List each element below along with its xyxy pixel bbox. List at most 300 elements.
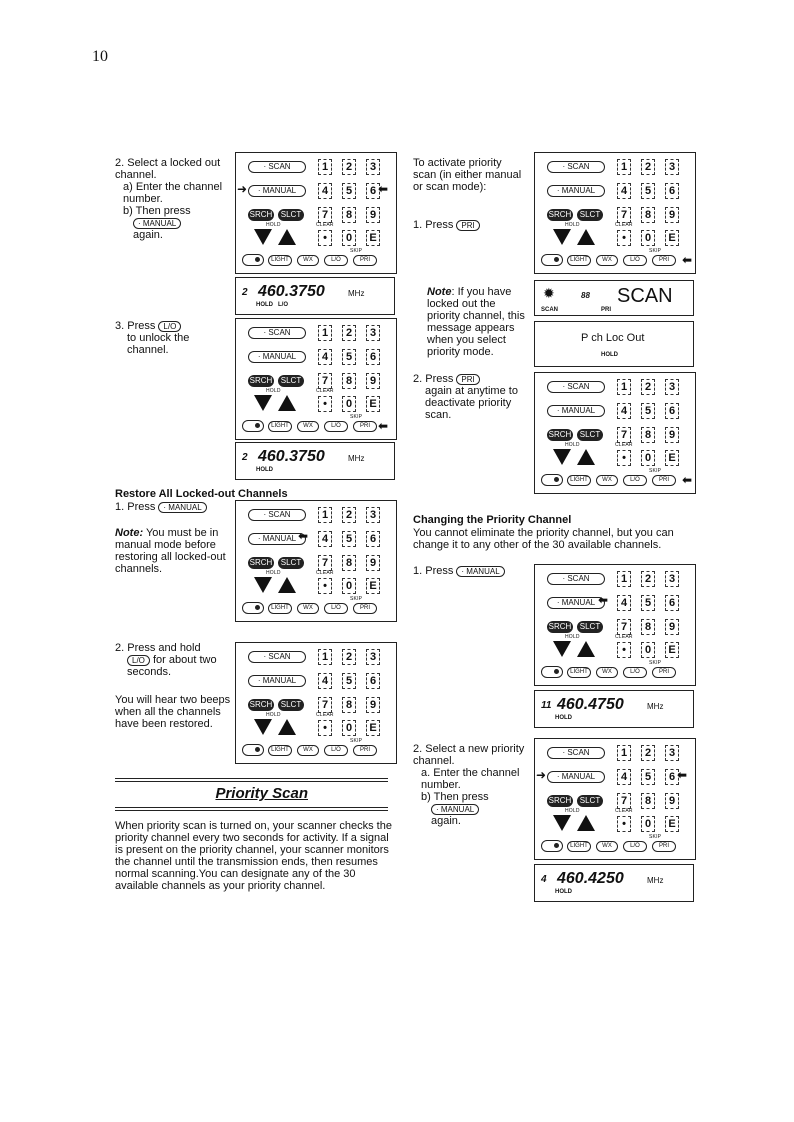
key-3[interactable]: 3 bbox=[366, 649, 380, 665]
key-4[interactable]: 4 bbox=[617, 769, 631, 785]
key-5[interactable]: 5 bbox=[342, 673, 356, 689]
display-2-freq: 460.3750 bbox=[258, 448, 325, 465]
lo-key[interactable]: L/O bbox=[623, 841, 647, 852]
step3-instructions bbox=[115, 320, 233, 356]
key-1[interactable]: 1 bbox=[617, 379, 631, 395]
arrow-pri-icon: ⬅ bbox=[682, 253, 693, 267]
skip-label: SKIP bbox=[649, 660, 662, 666]
pri-key[interactable]: PRI bbox=[353, 255, 377, 266]
down-arrow-icon[interactable] bbox=[254, 395, 272, 411]
light-key[interactable]: LIGHT bbox=[268, 255, 292, 266]
lock-key-icon[interactable] bbox=[541, 474, 563, 486]
display-3-unit: MHz bbox=[647, 702, 664, 711]
manual-key[interactable]: · MANUAL bbox=[547, 185, 605, 197]
step2-b-tail: again. bbox=[133, 229, 163, 241]
pri-button-inline-2: PRI bbox=[456, 374, 479, 385]
activate-text: To activate priority scan (in either manual or scan mode): bbox=[413, 157, 522, 193]
key-dot[interactable]: • bbox=[617, 450, 631, 466]
changing-text: You cannot eliminate the priority channel, but you can change it to any other of the 30 available channels. bbox=[413, 527, 674, 551]
key-e[interactable]: E bbox=[665, 450, 679, 466]
key-4[interactable]: 4 bbox=[617, 595, 631, 611]
key-0[interactable]: 0 bbox=[342, 720, 356, 736]
light-key[interactable]: LIGHT bbox=[567, 255, 591, 266]
manual-key[interactable]: · MANUAL bbox=[248, 533, 306, 545]
light-key[interactable]: LIGHT bbox=[567, 667, 591, 678]
key-3[interactable]: 3 bbox=[665, 379, 679, 395]
key-1[interactable]: 1 bbox=[318, 159, 332, 175]
key-0[interactable]: 0 bbox=[342, 578, 356, 594]
key-3[interactable]: 3 bbox=[665, 571, 679, 587]
display-2-unit: MHz bbox=[348, 454, 365, 463]
key-e[interactable]: E bbox=[366, 396, 380, 412]
manual-key[interactable]: · MANUAL bbox=[248, 675, 306, 687]
skip-label: SKIP bbox=[649, 834, 662, 840]
key-e[interactable]: E bbox=[366, 230, 380, 246]
wx-key[interactable]: WX bbox=[596, 841, 618, 852]
slct-key[interactable]: SLCT bbox=[278, 557, 304, 569]
down-arrow-icon[interactable] bbox=[553, 815, 571, 831]
priority-note bbox=[427, 286, 531, 358]
key-dot[interactable]: • bbox=[318, 720, 332, 736]
key-0[interactable]: 0 bbox=[342, 396, 356, 412]
slct-key[interactable]: SLCT bbox=[278, 209, 304, 221]
key-6[interactable]: 6 bbox=[665, 595, 679, 611]
srch-key[interactable]: SRCH bbox=[249, 210, 273, 219]
key-5[interactable]: 5 bbox=[342, 531, 356, 547]
key-7[interactable]: 7 bbox=[318, 697, 332, 713]
keypad-panel-4 bbox=[235, 642, 397, 764]
key-8[interactable]: 8 bbox=[342, 697, 356, 713]
key-0[interactable]: 0 bbox=[342, 230, 356, 246]
right-step2-line2: again at anytime to deactivate priority scan. bbox=[425, 385, 518, 421]
display-4-unit: MHz bbox=[647, 876, 664, 885]
pri-key[interactable]: PRI bbox=[652, 841, 676, 852]
key-2[interactable]: 2 bbox=[342, 649, 356, 665]
key-e[interactable]: E bbox=[366, 578, 380, 594]
up-arrow-icon[interactable] bbox=[577, 815, 595, 831]
key-e[interactable]: E bbox=[366, 720, 380, 736]
clear-label: CLEAR bbox=[615, 808, 633, 814]
hold-label: HOLD bbox=[565, 222, 580, 228]
pri-button-inline: PRI bbox=[456, 220, 479, 231]
wx-key[interactable]: WX bbox=[596, 475, 618, 486]
changing-step1 bbox=[413, 565, 538, 577]
manual-key[interactable]: · MANUAL bbox=[248, 351, 306, 363]
key-5[interactable]: 5 bbox=[641, 183, 655, 199]
key-9[interactable]: 9 bbox=[366, 555, 380, 571]
wx-key[interactable]: WX bbox=[297, 603, 319, 614]
activate-step1-text: 1. Press bbox=[413, 219, 454, 231]
clear-label: CLEAR bbox=[316, 570, 334, 576]
clear-label: CLEAR bbox=[316, 388, 334, 394]
display-4 bbox=[534, 864, 694, 902]
down-arrow-icon[interactable] bbox=[254, 577, 272, 593]
key-1[interactable]: 1 bbox=[318, 649, 332, 665]
scan-key[interactable]: · SCAN bbox=[547, 573, 605, 585]
restore-note-label: Note: bbox=[115, 527, 144, 539]
lo-key[interactable]: L/O bbox=[324, 603, 348, 614]
restore-step2-tail: for about two seconds. bbox=[127, 654, 217, 678]
key-e[interactable]: E bbox=[665, 642, 679, 658]
key-2[interactable]: 2 bbox=[641, 159, 655, 175]
display-3-channel: 11 bbox=[541, 700, 552, 711]
hold-label: HOLD bbox=[266, 388, 281, 394]
restore-step2-text: 2. Press and hold bbox=[115, 642, 201, 654]
restore-step2 bbox=[115, 642, 233, 678]
priority-body: When priority scan is turned on, your scanner checks the priority channel every two seconds for activity. If a signal is present on the priority channel, your scanner monitors the channel until the transmission ends, then resumes normal scanning.You can designate any of the 30 available channels as your priority channel. bbox=[115, 820, 392, 892]
key-8[interactable]: 8 bbox=[342, 555, 356, 571]
key-0[interactable]: 0 bbox=[641, 450, 655, 466]
manual-key[interactable]: · MANUAL bbox=[248, 185, 306, 197]
key-4[interactable]: 4 bbox=[318, 349, 332, 365]
lock-key-icon[interactable] bbox=[242, 602, 264, 614]
up-arrow-icon[interactable] bbox=[577, 641, 595, 657]
clear-label: CLEAR bbox=[615, 442, 633, 448]
key-9[interactable]: 9 bbox=[366, 697, 380, 713]
scan-key[interactable]: · SCAN bbox=[248, 651, 306, 663]
scan-key[interactable]: · SCAN bbox=[547, 747, 605, 759]
up-arrow-icon[interactable] bbox=[278, 577, 296, 593]
keypad-panel-8 bbox=[534, 738, 696, 860]
keypad-panel-3 bbox=[235, 500, 397, 622]
lo-key[interactable]: L/O bbox=[324, 421, 348, 432]
display-2-label: HOLD bbox=[256, 467, 273, 473]
changing-step2-b: b) Then press bbox=[421, 791, 489, 803]
key-6[interactable]: 6 bbox=[665, 403, 679, 419]
right-step2 bbox=[413, 373, 531, 421]
arrow-key6-2-icon: ⬅ bbox=[677, 768, 688, 782]
display-locout-label: HOLD bbox=[601, 352, 618, 358]
scan-key[interactable]: · SCAN bbox=[547, 381, 605, 393]
lock-key-icon[interactable] bbox=[242, 744, 264, 756]
key-e[interactable]: E bbox=[665, 816, 679, 832]
skip-label: SKIP bbox=[350, 738, 363, 744]
arrow-manual-icon: ➜ bbox=[237, 182, 248, 196]
key-9[interactable]: 9 bbox=[665, 619, 679, 635]
hold-label: HOLD bbox=[266, 222, 281, 228]
key-4[interactable]: 4 bbox=[318, 183, 332, 199]
priority-note-label: Note bbox=[427, 286, 452, 298]
key-0[interactable]: 0 bbox=[641, 816, 655, 832]
pri-key[interactable]: PRI bbox=[652, 667, 676, 678]
scan-key[interactable]: · SCAN bbox=[248, 161, 306, 173]
pri-key[interactable]: PRI bbox=[353, 421, 377, 432]
lock-key-icon[interactable] bbox=[242, 420, 264, 432]
key-dot[interactable]: • bbox=[318, 230, 332, 246]
key-6[interactable]: 6 bbox=[665, 183, 679, 199]
rule-bottom-1 bbox=[115, 807, 388, 808]
key-8[interactable]: 8 bbox=[342, 373, 356, 389]
clear-label: CLEAR bbox=[615, 222, 633, 228]
manual-key[interactable]: · MANUAL bbox=[547, 597, 605, 609]
lo-button-inline: L/O bbox=[158, 321, 181, 332]
arrow-manual-2-icon: ⬅ bbox=[298, 529, 309, 543]
key-3[interactable]: 3 bbox=[366, 507, 380, 523]
key-2[interactable]: 2 bbox=[641, 571, 655, 587]
down-arrow-icon[interactable] bbox=[553, 229, 571, 245]
up-arrow-icon[interactable] bbox=[278, 719, 296, 735]
key-1[interactable]: 1 bbox=[318, 325, 332, 341]
key-1[interactable]: 1 bbox=[617, 745, 631, 761]
key-5[interactable]: 5 bbox=[641, 595, 655, 611]
up-arrow-icon[interactable] bbox=[278, 395, 296, 411]
key-4[interactable]: 4 bbox=[617, 183, 631, 199]
key-6[interactable]: 6 bbox=[366, 531, 380, 547]
key-1[interactable]: 1 bbox=[318, 507, 332, 523]
skip-label: SKIP bbox=[649, 248, 662, 254]
changing-step2-title: 2. Select a new priority channel. bbox=[413, 743, 525, 767]
page-number: 10 bbox=[92, 48, 108, 65]
key-0[interactable]: 0 bbox=[641, 642, 655, 658]
key-2[interactable]: 2 bbox=[342, 159, 356, 175]
slct-key[interactable]: SLCT bbox=[577, 209, 603, 221]
display-2 bbox=[235, 442, 395, 480]
lo-key[interactable]: L/O bbox=[623, 667, 647, 678]
restore-step1 bbox=[115, 501, 233, 513]
srch-key[interactable]: SRCH bbox=[548, 796, 572, 805]
display-1 bbox=[235, 277, 395, 315]
key-3[interactable]: 3 bbox=[366, 325, 380, 341]
restore-beeps: You will hear two beeps when all the channels have been restored. bbox=[115, 694, 231, 730]
slct-key[interactable]: SLCT bbox=[577, 429, 603, 441]
display-scan-channel: 88 bbox=[581, 291, 590, 300]
srch-key[interactable]: SRCH bbox=[548, 622, 572, 631]
key-2[interactable]: 2 bbox=[342, 507, 356, 523]
key-6[interactable]: 6 bbox=[366, 183, 380, 199]
key-9[interactable]: 9 bbox=[665, 207, 679, 223]
lock-key-icon[interactable] bbox=[541, 254, 563, 266]
key-8[interactable]: 8 bbox=[641, 619, 655, 635]
up-arrow-icon[interactable] bbox=[577, 229, 595, 245]
wx-key[interactable]: WX bbox=[297, 421, 319, 432]
key-7[interactable]: 7 bbox=[318, 555, 332, 571]
hold-label: HOLD bbox=[266, 712, 281, 718]
display-1-unit: MHz bbox=[348, 289, 365, 298]
key-9[interactable]: 9 bbox=[366, 207, 380, 223]
light-key[interactable]: LIGHT bbox=[268, 421, 292, 432]
skip-label: SKIP bbox=[350, 414, 363, 420]
down-arrow-icon[interactable] bbox=[254, 229, 272, 245]
hold-label: HOLD bbox=[565, 808, 580, 814]
lock-key-icon[interactable] bbox=[242, 254, 264, 266]
key-8[interactable]: 8 bbox=[641, 793, 655, 809]
key-dot[interactable]: • bbox=[617, 230, 631, 246]
changing-step1-text: 1. Press bbox=[413, 565, 454, 577]
manual-key[interactable]: · MANUAL bbox=[547, 771, 605, 783]
lo-key[interactable]: L/O bbox=[324, 255, 348, 266]
lock-key-icon[interactable] bbox=[541, 840, 563, 852]
manual-button-inline: · MANUAL bbox=[133, 218, 181, 229]
keypad-panel-5 bbox=[534, 152, 696, 274]
down-arrow-icon[interactable] bbox=[553, 449, 571, 465]
key-dot[interactable]: • bbox=[318, 578, 332, 594]
lo-key[interactable]: L/O bbox=[623, 255, 647, 266]
display-1-label: HOLD L/O bbox=[256, 302, 288, 308]
activate-step1 bbox=[413, 219, 525, 231]
key-5[interactable]: 5 bbox=[342, 349, 356, 365]
rule-top-2 bbox=[115, 781, 388, 782]
light-key[interactable]: LIGHT bbox=[268, 745, 292, 756]
pri-key[interactable]: PRI bbox=[353, 745, 377, 756]
wx-key[interactable]: WX bbox=[596, 667, 618, 678]
wx-key[interactable]: WX bbox=[596, 255, 618, 266]
key-1[interactable]: 1 bbox=[617, 159, 631, 175]
lock-key-icon[interactable] bbox=[541, 666, 563, 678]
display-3-freq: 460.4750 bbox=[557, 696, 624, 713]
display-1-freq: 460.3750 bbox=[258, 283, 325, 300]
keypad-panel-2 bbox=[235, 318, 397, 440]
srch-key[interactable]: SRCH bbox=[548, 430, 572, 439]
light-key[interactable]: LIGHT bbox=[567, 475, 591, 486]
display-scan-lbl2: PRI bbox=[601, 307, 612, 313]
down-arrow-icon[interactable] bbox=[553, 641, 571, 657]
srch-key[interactable]: SRCH bbox=[249, 376, 273, 385]
manual-button-inline-4: · MANUAL bbox=[431, 804, 479, 815]
rule-top-1 bbox=[115, 778, 388, 779]
key-2[interactable]: 2 bbox=[641, 379, 655, 395]
hold-label: HOLD bbox=[565, 442, 580, 448]
hold-label: HOLD bbox=[565, 634, 580, 640]
lo-key[interactable]: L/O bbox=[623, 475, 647, 486]
display-scan-lbl1: SCAN bbox=[541, 307, 559, 313]
display-scan-text: SCAN bbox=[617, 285, 673, 307]
step3-line1: 3. Press bbox=[115, 320, 156, 332]
key-6[interactable]: 6 bbox=[665, 769, 679, 785]
restore-note bbox=[115, 527, 233, 575]
key-dot[interactable]: • bbox=[617, 642, 631, 658]
key-9[interactable]: 9 bbox=[665, 793, 679, 809]
key-4[interactable]: 4 bbox=[617, 403, 631, 419]
down-arrow-icon[interactable] bbox=[254, 719, 272, 735]
skip-label: SKIP bbox=[649, 468, 662, 474]
display-4-freq: 460.4250 bbox=[557, 870, 624, 887]
pri-key[interactable]: PRI bbox=[652, 255, 676, 266]
key-5[interactable]: 5 bbox=[342, 183, 356, 199]
slct-key[interactable]: SLCT bbox=[577, 621, 603, 633]
hold-label: HOLD bbox=[266, 570, 281, 576]
srch-key[interactable]: SRCH bbox=[548, 210, 572, 219]
light-key[interactable]: LIGHT bbox=[567, 841, 591, 852]
arrow-manual-4-icon: ➜ bbox=[536, 768, 547, 782]
skip-label: SKIP bbox=[350, 248, 363, 254]
key-3[interactable]: 3 bbox=[665, 159, 679, 175]
up-arrow-icon[interactable] bbox=[278, 229, 296, 245]
display-3 bbox=[534, 690, 694, 728]
key-6[interactable]: 6 bbox=[366, 349, 380, 365]
arrow-key6-icon: ⬅ bbox=[378, 182, 389, 196]
clear-label: CLEAR bbox=[316, 222, 334, 228]
slct-key[interactable]: SLCT bbox=[278, 699, 304, 711]
step2-a: a) Enter the channel number. bbox=[123, 181, 223, 205]
keypad-panel-1 bbox=[235, 152, 397, 274]
skip-label: SKIP bbox=[350, 596, 363, 602]
scan-key[interactable]: · SCAN bbox=[547, 161, 605, 173]
key-dot[interactable]: • bbox=[318, 396, 332, 412]
clear-label: CLEAR bbox=[615, 634, 633, 640]
scan-key[interactable]: · SCAN bbox=[248, 509, 306, 521]
key-4[interactable]: 4 bbox=[318, 673, 332, 689]
pri-key[interactable]: PRI bbox=[652, 475, 676, 486]
key-e[interactable]: E bbox=[665, 230, 679, 246]
restore-step1-text: 1. Press bbox=[115, 501, 156, 513]
changing-step2 bbox=[413, 743, 535, 827]
key-7[interactable]: 7 bbox=[318, 207, 332, 223]
lo-key[interactable]: L/O bbox=[324, 745, 348, 756]
key-1[interactable]: 1 bbox=[617, 571, 631, 587]
up-arrow-icon[interactable] bbox=[577, 449, 595, 465]
changing-heading: Changing the Priority Channel bbox=[413, 514, 572, 526]
arrow-pri-2-icon: ⬅ bbox=[682, 473, 693, 487]
key-8[interactable]: 8 bbox=[641, 207, 655, 223]
display-locout bbox=[534, 321, 694, 367]
restore-heading: Restore All Locked-out Channels bbox=[115, 488, 288, 500]
keypad-panel-7 bbox=[534, 564, 696, 686]
keypad-panel-6 bbox=[534, 372, 696, 494]
manual-button-inline-3: · MANUAL bbox=[456, 566, 504, 577]
key-2[interactable]: 2 bbox=[342, 325, 356, 341]
key-0[interactable]: 0 bbox=[641, 230, 655, 246]
display-scan bbox=[534, 280, 694, 316]
key-7[interactable]: 7 bbox=[617, 793, 631, 809]
step2-b: b) Then press bbox=[123, 205, 191, 217]
rule-bottom-2 bbox=[115, 810, 388, 811]
arrow-lo-icon: ⬅ bbox=[378, 419, 389, 433]
key-3[interactable]: 3 bbox=[665, 745, 679, 761]
changing-step2-tail: again. bbox=[431, 815, 461, 827]
key-7[interactable]: 7 bbox=[617, 427, 631, 443]
step2-title: 2. Select a locked out channel. bbox=[115, 157, 221, 181]
key-9[interactable]: 9 bbox=[366, 373, 380, 389]
key-2[interactable]: 2 bbox=[641, 745, 655, 761]
light-key[interactable]: LIGHT bbox=[268, 603, 292, 614]
key-dot[interactable]: • bbox=[617, 816, 631, 832]
manual-key[interactable]: · MANUAL bbox=[547, 405, 605, 417]
lo-button-inline-2: L/O bbox=[127, 655, 150, 666]
scan-rays-icon: ✹ bbox=[543, 285, 555, 301]
key-3[interactable]: 3 bbox=[366, 159, 380, 175]
key-9[interactable]: 9 bbox=[665, 427, 679, 443]
key-6[interactable]: 6 bbox=[366, 673, 380, 689]
key-7[interactable]: 7 bbox=[318, 373, 332, 389]
changing-step2-a: a. Enter the channel number. bbox=[421, 767, 520, 791]
key-7[interactable]: 7 bbox=[617, 207, 631, 223]
key-7[interactable]: 7 bbox=[617, 619, 631, 635]
key-8[interactable]: 8 bbox=[342, 207, 356, 223]
key-5[interactable]: 5 bbox=[641, 403, 655, 419]
slct-key[interactable]: SLCT bbox=[577, 795, 603, 807]
display-locout-text: P ch Loc Out bbox=[581, 332, 645, 344]
wx-key[interactable]: WX bbox=[297, 745, 319, 756]
wx-key[interactable]: WX bbox=[297, 255, 319, 266]
step2-instructions bbox=[115, 157, 233, 241]
display-2-channel: 2 bbox=[242, 452, 248, 463]
priority-note-text: : If you have locked out the priority channel, this message appears when you select priority mode. bbox=[427, 286, 525, 358]
display-3-label: HOLD bbox=[555, 715, 572, 721]
priority-heading: Priority Scan bbox=[215, 785, 308, 802]
manual-button-inline-2: · MANUAL bbox=[158, 502, 206, 513]
srch-key[interactable]: SRCH bbox=[249, 700, 273, 709]
key-5[interactable]: 5 bbox=[641, 769, 655, 785]
pri-key[interactable]: PRI bbox=[353, 603, 377, 614]
srch-key[interactable]: SRCH bbox=[249, 558, 273, 567]
step3-line2: to unlock the channel. bbox=[127, 332, 190, 356]
display-1-channel: 2 bbox=[242, 287, 248, 298]
key-8[interactable]: 8 bbox=[641, 427, 655, 443]
key-4[interactable]: 4 bbox=[318, 531, 332, 547]
display-4-label: HOLD bbox=[555, 889, 572, 895]
scan-key[interactable]: · SCAN bbox=[248, 327, 306, 339]
slct-key[interactable]: SLCT bbox=[278, 375, 304, 387]
